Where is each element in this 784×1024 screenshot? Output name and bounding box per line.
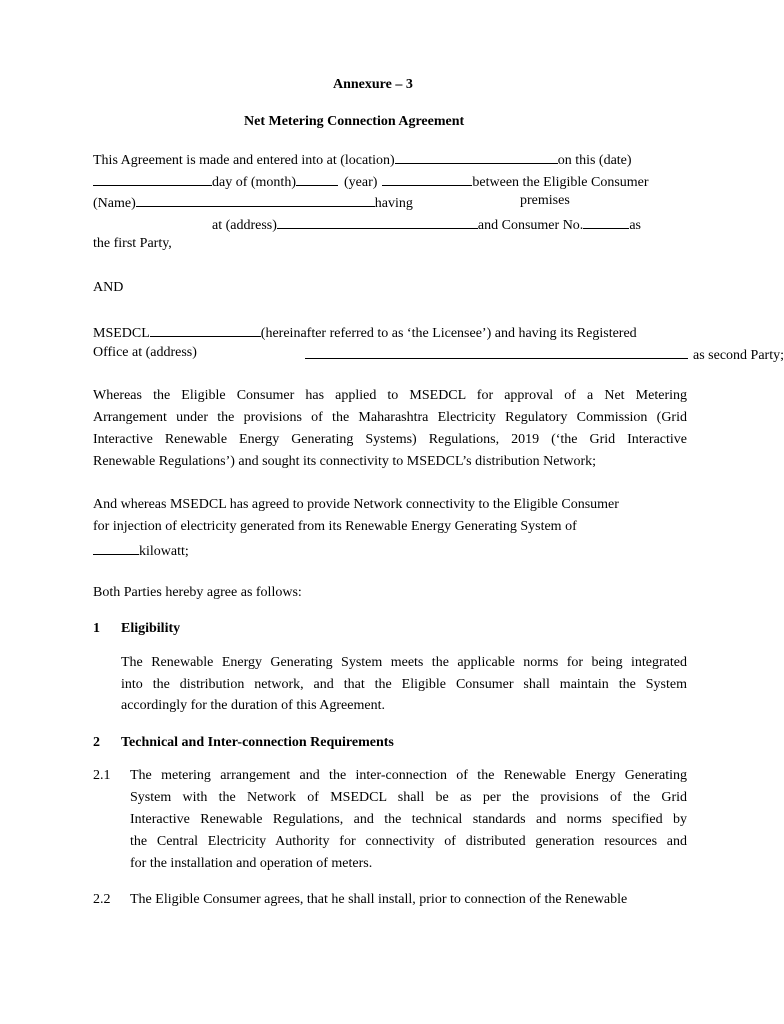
section-2-2-number: 2.2 (93, 892, 111, 907)
preamble-text: on this (date) (557, 153, 632, 168)
whereas1-line: Whereas the Eligible Consumer has applied to MSEDCL for approval of a Net Metering (93, 388, 687, 403)
msedcl-blank (150, 323, 261, 337)
preamble-text: (year) (343, 175, 378, 190)
annexure-title: Annexure – 3 (333, 77, 413, 92)
and-separator: AND (93, 280, 124, 295)
whereas2-line: for injection of electricity generated from its Renewable Energy Generating System of (93, 519, 577, 534)
preamble-line-2 (93, 172, 649, 191)
whereas2-line-end (93, 541, 189, 560)
agreement-intro: Both Parties hereby agree as follows: (93, 585, 302, 600)
section-1-line: The Renewable Energy Generating System meets the applicable norms for being integrated (121, 655, 687, 670)
location-blank (395, 150, 558, 164)
section-2-1-line: Interactive Renewable Regulations, and the technical standards and norms specified by (130, 812, 687, 827)
whereas2-line: And whereas MSEDCL has agreed to provide Network connectivity to the Eligible Consumer (93, 497, 619, 512)
preamble-text: (Name) (93, 196, 136, 211)
preamble-line-1 (93, 150, 632, 169)
second-party-line-2a: Office at (address) (93, 345, 197, 360)
whereas1-line: Renewable Regulations’) and sought its connectivity to MSEDCL’s distribution Network; (93, 454, 597, 469)
address-blank (277, 215, 478, 229)
preamble-text: as (629, 218, 641, 233)
kilowatt-blank (93, 541, 139, 555)
second-party-text: MSEDCL (93, 326, 150, 341)
section-2-2-line: The Eligible Consumer agrees, that he shall install, prior to connection of the Renewable (130, 892, 628, 907)
section-2-1-line: for the installation and operation of meters. (130, 856, 373, 871)
section-2-number: 2 (93, 735, 100, 750)
preamble-line-5: the first Party, (93, 236, 172, 251)
section-2-1-number: 2.1 (93, 768, 111, 783)
whereas1-line: Interactive Renewable Energy Generating Systems) Regulations, 2019 (‘the Grid Interactive (93, 432, 687, 447)
preamble-line-4 (212, 215, 641, 234)
month-blank (296, 172, 338, 186)
second-party-text: (hereinafter referred to as ‘the Licensee’) and having its Registered (260, 326, 637, 341)
year-blank (382, 172, 472, 186)
preamble-text: at (address) (212, 218, 277, 233)
preamble-text: between the Eligible Consumer (472, 175, 649, 190)
preamble-text: having (374, 196, 413, 211)
second-party-line-1 (93, 323, 637, 342)
consumer-no-blank (583, 215, 629, 229)
section-1-heading: Eligibility (121, 621, 181, 636)
agreement-title: Net Metering Connection Agreement (244, 114, 465, 129)
name-blank (136, 193, 375, 207)
whereas2-text: kilowatt; (139, 544, 189, 559)
section-1-number: 1 (93, 621, 100, 636)
section-2-heading: Technical and Inter-connection Requirements (121, 735, 394, 750)
whereas1-line: Arrangement under the provisions of the Maharashtra Electricity Regulatory Commission (Grid (93, 410, 687, 425)
preamble-line-3 (93, 193, 413, 212)
preamble-text: This Agreement is made and entered into at (location) (93, 153, 395, 168)
date-blank (93, 172, 212, 186)
preamble-text: and Consumer No. (477, 218, 584, 233)
premises-word: premises (520, 193, 570, 208)
section-2-1-line: the Central Electricity Authority for connectivity of distributed generation resources and (130, 834, 687, 849)
section-2-1-line: The metering arrangement and the inter-connection of the Renewable Energy Generating (130, 768, 687, 783)
second-party-text: as second Party; (693, 348, 784, 363)
section-1-line: accordingly for the duration of this Agreement. (121, 698, 385, 713)
office-address-blank (305, 345, 688, 359)
section-2-1-line: System with the Network of MSEDCL shall be as per the provisions of the Grid (130, 790, 687, 805)
section-1-line: into the distribution network, and that the Eligible Consumer shall maintain the System (121, 677, 687, 692)
second-party-line-2b (305, 345, 784, 364)
preamble-text: day of (month) (212, 175, 296, 190)
